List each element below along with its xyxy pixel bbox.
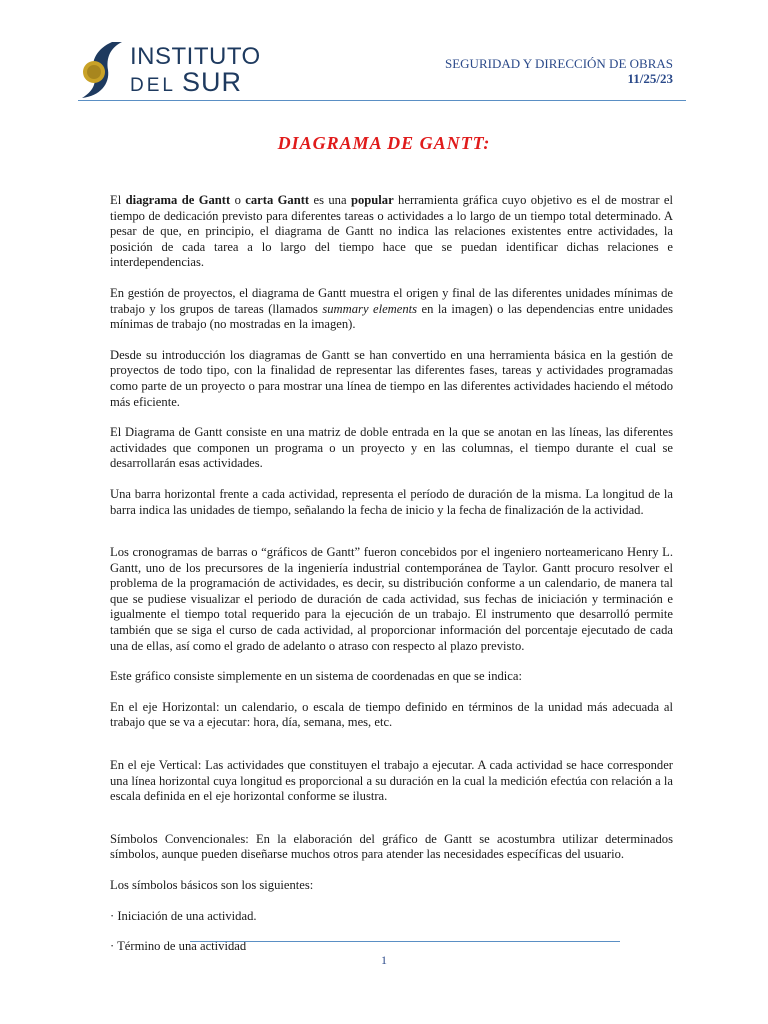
footer-divider <box>190 941 620 942</box>
text-span: en la imagen) o las dependencias entre unidades mínimas de trabajo (no mostradas en la imagen). <box>110 301 674 332</box>
document-title: DIAGRAMA DE GANTT: <box>277 133 491 153</box>
paragraph: En el eje Horizontal: un calendario, o escala de tiempo definido en términos de la unidad más adecuada al trabajo que se va a ejecutar: hora, día, semana, mes, etc. <box>110 699 673 730</box>
paragraph: Una barra horizontal frente a cada actividad, representa el período de duración de la misma. La longitud de la barra indica las unidades de tiempo, señalando la fecha de inicio y la fecha de finalización de la actividad. <box>110 486 673 517</box>
bold-term: popular <box>350 193 394 207</box>
paragraph <box>110 286 673 333</box>
bold-term: carta Gantt <box>245 193 310 207</box>
header-info <box>445 56 673 86</box>
page-number: 1 <box>381 953 387 967</box>
text-span: En gestión de proyectos, el diagrama de Gantt muestra el origen y final de las diferentes unidades mínimas de trabajo y los grupos de tareas (llamados <box>110 285 673 316</box>
text-span: El <box>110 193 126 207</box>
paragraph: Los cronogramas de barras o “gráficos de Gantt” fueron concebidos por el ingeniero norteamericano Henry L. Gantt, uno de los precursores de la ingeniería industrial contemporánea de Taylor. Gantt procuro resolver el problema de la programación de actividades, es decir, su distribución conforme a un calendario, de manera tal que se pudiese visualizar el periodo de duración de cada actividad, sus fechas de iniciación y terminación e igualmente el tiempo total requerido para la ejecución de un trabajo. El instrumento que desarrolló permite también que se siga el curso de cada actividad, al proporcionar información del porcentaje ejecutado de cada una de ellas, así como el grado de adelanto o atraso con respecto al plazo previsto. <box>110 545 673 653</box>
bold-term: diagrama de Gantt <box>125 193 231 207</box>
logo-text-del: DEL <box>130 75 176 96</box>
paragraph: Símbolos Convencionales: En la elaboración del gráfico de Gantt se acostumbra utilizar determinados símbolos, aunque pueden diseñarse muchos otros para atender las necesidades específicas del usuario. <box>110 831 673 862</box>
paragraph <box>110 193 673 271</box>
paragraph: El Diagrama de Gantt consiste en una matriz de doble entrada en la que se anotan en las líneas, las diferentes actividades que componen un programa o un proyecto y en las columnas, el tiempo durante el cual se desarrollarán esas actividades. <box>110 425 673 471</box>
text-span: es una <box>309 193 351 207</box>
header-date: 11/25/23 <box>627 71 673 86</box>
italic-term: summary elements <box>322 301 418 316</box>
logo-text-del-sur <box>130 68 242 101</box>
header-divider <box>78 100 686 101</box>
document-body <box>110 193 673 970</box>
list-item: · Término de una actividad <box>110 939 247 954</box>
paragraph: En el eje Vertical: Las actividades que constituyen el trabajo a ejecutar. A cada actividad se hace corresponder una línea horizontal cuya longitud es proporcional a su duración en la cual la medición efectúa con relación a la escala definida en el eje horizontal conforme se ilustra. <box>110 758 673 804</box>
paragraph: Este gráfico consiste simplemente en un sistema de coordenadas en que se indica: <box>110 669 522 684</box>
text-span: o <box>230 193 246 207</box>
paragraph: Los símbolos básicos son los siguientes: <box>110 878 314 892</box>
course-name: SEGURIDAD Y DIRECCIÓN DE OBRAS <box>445 56 673 71</box>
institute-logo <box>78 40 268 100</box>
logo-emblem-icon <box>78 40 128 100</box>
paragraph: Desde su introducción los diagramas de Gantt se han convertido en una herramienta básica en la gestión de proyectos de todo tipo, con la finalidad de representar las diferentes fases, tareas y actividades programadas como parte de un proyecto o para mostrar una línea de tiempo en las diferentes actividades haciendo el método más eficiente. <box>110 347 673 409</box>
text-span: herramienta gráfica cuyo objetivo es el de mostrar el tiempo de dedicación previsto para diferentes tareas o actividades a lo largo de un tiempo total determinado. A pesar de que, en principio, el diagrama de Gantt no indica las relaciones existentes entre actividades, la posición de cada tarea a lo largo del tiempo hace que se puedan identificar dichas relaciones e interdependencias. <box>110 193 674 270</box>
list-item: · Iniciación de una actividad. <box>110 908 257 923</box>
logo-text-sur: SUR <box>181 67 242 97</box>
logo-text-instituto: INSTITUTO <box>130 43 261 70</box>
